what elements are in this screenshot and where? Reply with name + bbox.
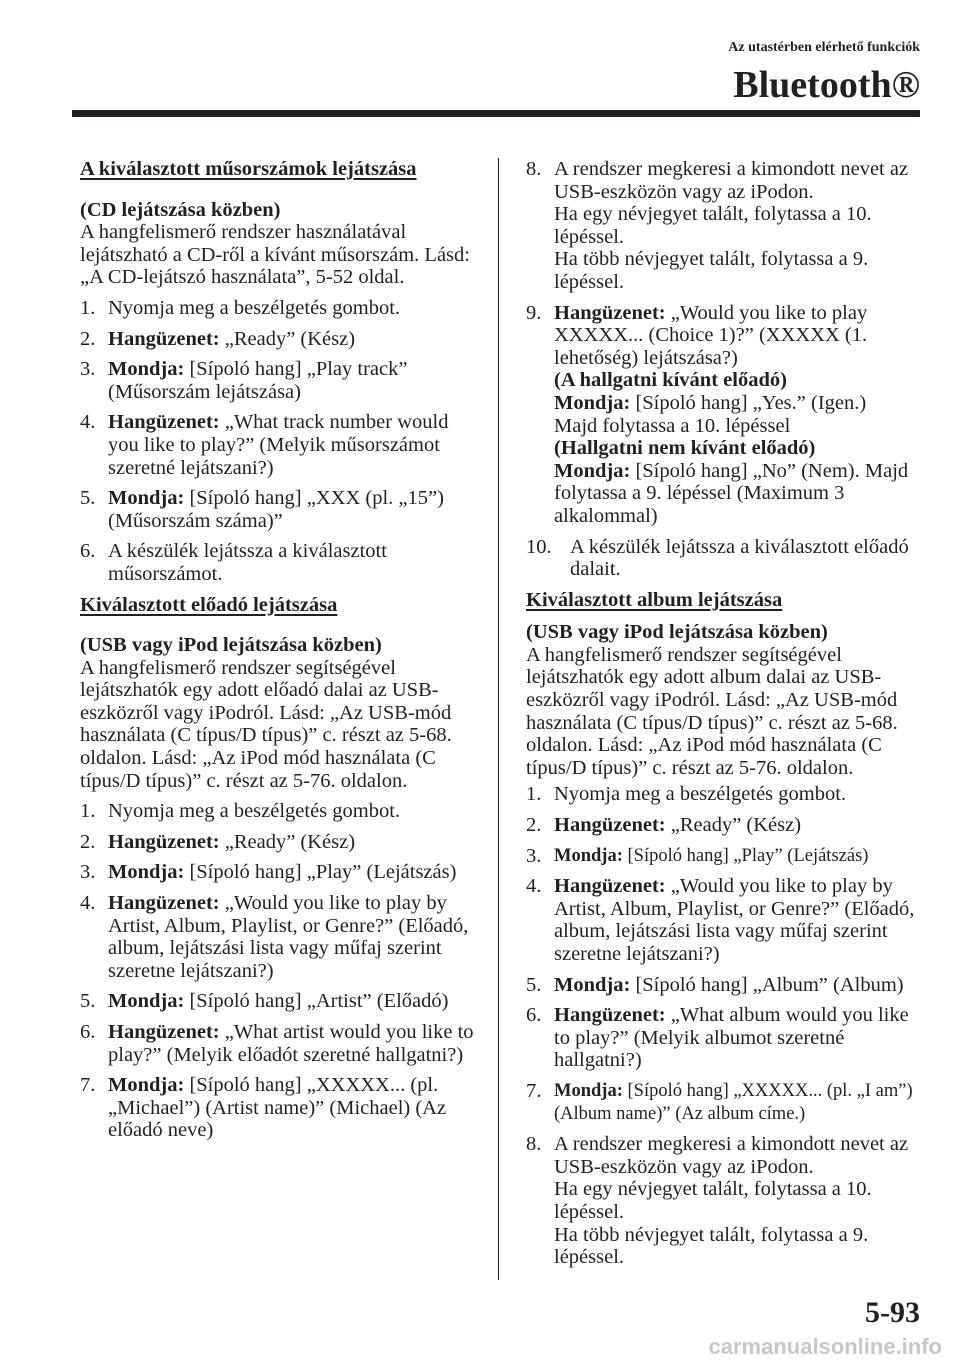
list-item — [526, 302, 924, 528]
steps-list-album — [526, 783, 924, 1268]
step-number: 1. — [80, 296, 96, 319]
step-body: [Sípoló hang] „XXXXX... (pl. „I am”) (Album name)” (Az album címe.) — [554, 1080, 913, 1124]
step-label: Hangüzenet: — [554, 875, 666, 898]
steps-list-artist — [80, 800, 478, 1142]
step-then: Majd folytassa a 10. lépéssel — [554, 414, 791, 437]
step-body: „Would you like to play XXXXX... (Choice 1)?” (XXXXX (1. lehetőség) lejátszása?) — [554, 301, 868, 369]
steps-list-tracks — [80, 297, 478, 586]
step-number: 4. — [80, 411, 96, 434]
section-heading-selected-artist: Kiválasztott előadó lejátszása — [80, 593, 338, 616]
step-body: „Would you like to play by Artist, Album, Playlist, or Genre?” (Előadó, album, lejátszási lista vagy műfaj szerint szeretne lejátszani?) — [108, 892, 469, 982]
section-subheading-cd: (CD lejátszása közben) — [80, 198, 281, 221]
step-number: 1. — [526, 783, 542, 806]
step-branch-single: Ha egy névjegyet talált, folytassa a 10. lépéssel. — [554, 203, 872, 248]
step-label: Mondja: — [108, 990, 185, 1013]
step-body: „What album would you like to play?” (Melyik albumot szeretné hallgatni?) — [554, 1004, 909, 1072]
step-number: 5. — [80, 487, 96, 510]
step-body: A rendszer megkeresi a kimondott nevet az USB-eszközön vagy az iPodon. — [554, 158, 909, 203]
step-text — [108, 328, 478, 351]
step-number: 2. — [80, 327, 96, 350]
step-body: „Ready” (Kész) — [665, 814, 802, 837]
section-intro-cd: A hangfelismerő rendszer használatával lejátszható a CD-ről a kívánt műsorszám. Lásd: „A CD-lejátszó használata”, 5-52 oldal. — [80, 221, 470, 289]
section-intro-artist: A hangfelismerő rendszer segítségével lejátszhatók egy adott előadó dalai az USB-eszközről vagy iPodról. Lásd: „Az USB-mód használata (C típus/D típus)” c. részt az 5-68. oldalon. Lásd: „Az iPod mód használata (C típus/D típus)” c. részt az 5-76. oldalon. — [80, 656, 452, 792]
list-item — [526, 814, 924, 837]
list-item — [526, 158, 924, 294]
step-number: 7. — [526, 1079, 542, 1102]
list-item — [526, 1080, 924, 1125]
step-label: Hangüzenet: — [554, 1004, 666, 1027]
step-text — [554, 302, 924, 528]
step-number: 7. — [80, 1074, 96, 1097]
step-say-yes: [Sípoló hang] „Yes.” (Igen.) — [630, 391, 867, 414]
step-number: 10. — [526, 535, 552, 558]
step-label: Mondja: — [108, 487, 185, 510]
left-column — [80, 158, 478, 1150]
list-item — [80, 861, 478, 884]
step-number: 9. — [526, 301, 542, 324]
step-branch-single: Ha egy névjegyet talált, folytassa a 10. lépéssel. — [554, 1178, 872, 1223]
step-body: [Sípoló hang] „XXX (pl. „15”) (Műsorszám száma)” — [108, 487, 444, 532]
step-number: 5. — [526, 973, 542, 996]
page-title: Bluetooth® — [733, 64, 920, 106]
step-text — [554, 1133, 924, 1269]
section-heading-selected-tracks: A kiválasztott műsorszámok lejátszása — [80, 158, 417, 180]
step-text — [554, 1080, 924, 1125]
step-branch-multiple: Ha több névjegyet talált, folytassa a 9. lépéssel. — [554, 1223, 869, 1269]
step-body: [Sípoló hang] „Play track” (Műsorszám lejátszása) — [108, 358, 408, 403]
step-text — [554, 814, 924, 837]
step-text — [108, 411, 478, 479]
list-item — [80, 358, 478, 403]
step-number: 2. — [526, 814, 542, 837]
step-branch-multiple: Ha több névjegyet talált, folytassa a 9. lépéssel. — [554, 248, 869, 293]
column-divider — [498, 158, 499, 1280]
step-label: Mondja: — [554, 391, 631, 414]
list-item — [80, 487, 478, 532]
step-label: Hangüzenet: — [108, 830, 220, 853]
step-label: Hangüzenet: — [108, 327, 220, 350]
step-body: „Ready” (Kész) — [219, 327, 356, 350]
step-body: Nyomja meg a beszélgetés gombot. — [108, 800, 401, 823]
step-number: 8. — [526, 158, 542, 180]
list-item — [80, 990, 478, 1013]
page-number: 5-93 — [865, 1296, 920, 1329]
step-body: [Sípoló hang] „Play” (Lejátszás) — [622, 845, 869, 866]
step-number: 6. — [80, 1021, 96, 1043]
step-number: 8. — [526, 1133, 542, 1156]
step-number: 1. — [80, 800, 96, 823]
step-body: „What artist would you like to play?” (Melyik előadót szeretné hallgatni?) — [108, 1021, 474, 1066]
step-text — [554, 158, 924, 294]
step-case-wanted: (A hallgatni kívánt előadó) — [554, 369, 787, 392]
step-say-no: [Sípoló hang] „No” (Nem). Majd folytassa a 9. lépéssel (Maximum 3 alkalommal) — [554, 459, 909, 527]
step-body: „Ready” (Kész) — [219, 830, 356, 853]
step-body: A készülék lejátssza a kiválasztott műsorszámot. — [108, 540, 387, 585]
step-body: „What track number would you like to play?” (Melyik műsorszámot szeretné lejátszani?) — [108, 411, 449, 479]
list-item — [80, 892, 478, 982]
step-number: 5. — [80, 990, 96, 1013]
section-intro-album: A hangfelismerő rendszer segítségével lejátszhatók egy adott album dalai az USB-eszközről vagy iPodról. Lásd: „Az USB-mód használata (C típus/D típus)” c. részt az 5-68. oldalon. Lásd: „Az iPod mód használata (C típus/D típus)” c. részt az 5-76. oldalon. — [526, 643, 898, 779]
step-number: 3. — [80, 861, 96, 884]
section-subheading-usb-ipod: (USB vagy iPod lejátszása közben) — [526, 621, 828, 644]
step-text — [108, 1074, 478, 1142]
step-label: Hangüzenet: — [554, 301, 666, 324]
step-label: Hangüzenet: — [108, 411, 220, 434]
step-text — [108, 1021, 478, 1066]
step-label: Mondja: — [554, 845, 623, 866]
step-label: Mondja: — [554, 459, 631, 482]
list-item — [526, 974, 924, 997]
list-item — [80, 540, 478, 585]
watermark: carmanualsonline.info — [708, 1334, 942, 1359]
step-text — [108, 831, 478, 854]
step-label: Mondja: — [554, 973, 631, 996]
step-body: Nyomja meg a beszélgetés gombot. — [554, 783, 847, 806]
step-text — [554, 974, 924, 997]
step-text — [554, 875, 924, 965]
step-text — [108, 990, 478, 1013]
list-item — [80, 328, 478, 351]
step-body: [Sípoló hang] „Artist” (Előadó) — [184, 990, 449, 1013]
header-rule — [72, 110, 920, 117]
step-number: 3. — [526, 844, 542, 867]
step-text — [108, 800, 478, 823]
section-header: Az utastérben elérhető funkciók — [728, 40, 920, 55]
list-item — [526, 1133, 924, 1269]
step-label: Hangüzenet: — [108, 892, 220, 915]
list-item — [80, 800, 478, 823]
steps-list-artist-continued — [526, 158, 924, 581]
step-number: 6. — [80, 540, 96, 563]
list-item — [80, 1021, 478, 1066]
step-text — [108, 540, 478, 585]
right-column — [526, 158, 924, 1277]
step-text — [108, 297, 478, 320]
step-number: 6. — [526, 1004, 542, 1027]
step-label: Mondja: — [108, 358, 185, 381]
step-body: [Sípoló hang] „XXXXX... (pl. „Michael”) (Artist name)” (Michael) (Az előadó neve) — [108, 1074, 447, 1142]
list-item — [526, 1004, 924, 1072]
step-text — [554, 1004, 924, 1072]
step-label: Mondja: — [108, 1074, 185, 1097]
step-text — [554, 783, 924, 806]
step-label: Hangüzenet: — [554, 814, 666, 837]
step-number: 2. — [80, 830, 96, 853]
step-text — [108, 487, 478, 532]
list-item — [526, 783, 924, 806]
list-item — [80, 831, 478, 854]
step-number: 4. — [526, 875, 542, 898]
list-item — [80, 297, 478, 320]
step-body: Nyomja meg a beszélgetés gombot. — [108, 296, 401, 319]
step-body: [Sípoló hang] „Play” (Lejátszás) — [184, 861, 457, 884]
step-number: 3. — [80, 358, 96, 381]
step-body: A rendszer megkeresi a kimondott nevet az USB-eszközön vagy az iPodon. — [554, 1133, 909, 1178]
step-text — [108, 892, 478, 982]
list-item — [526, 845, 924, 868]
list-item — [80, 411, 478, 479]
section-heading-selected-album: Kiválasztott album lejátszása — [526, 588, 783, 611]
step-text — [108, 861, 478, 884]
step-body: „Would you like to play by Artist, Album, Playlist, or Genre?” (Előadó, album, lejátszási lista vagy műfaj szerint szeretne lejátszani?) — [554, 875, 915, 965]
step-label: Mondja: — [554, 1080, 623, 1101]
list-item — [526, 875, 924, 965]
list-item — [80, 1074, 478, 1142]
step-label: Mondja: — [108, 861, 185, 884]
list-item — [526, 536, 924, 581]
step-number: 4. — [80, 892, 96, 915]
step-text — [108, 358, 478, 403]
step-body: [Sípoló hang] „Album” (Album) — [630, 973, 904, 996]
step-label: Hangüzenet: — [108, 1021, 220, 1043]
step-case-unwanted: (Hallgatni nem kívánt előadó) — [554, 437, 816, 460]
section-subheading-usb-ipod: (USB vagy iPod lejátszása közben) — [80, 634, 382, 657]
step-text: A készülék lejátssza a kiválasztott előadó dalait. — [570, 535, 909, 581]
step-text — [554, 845, 924, 868]
